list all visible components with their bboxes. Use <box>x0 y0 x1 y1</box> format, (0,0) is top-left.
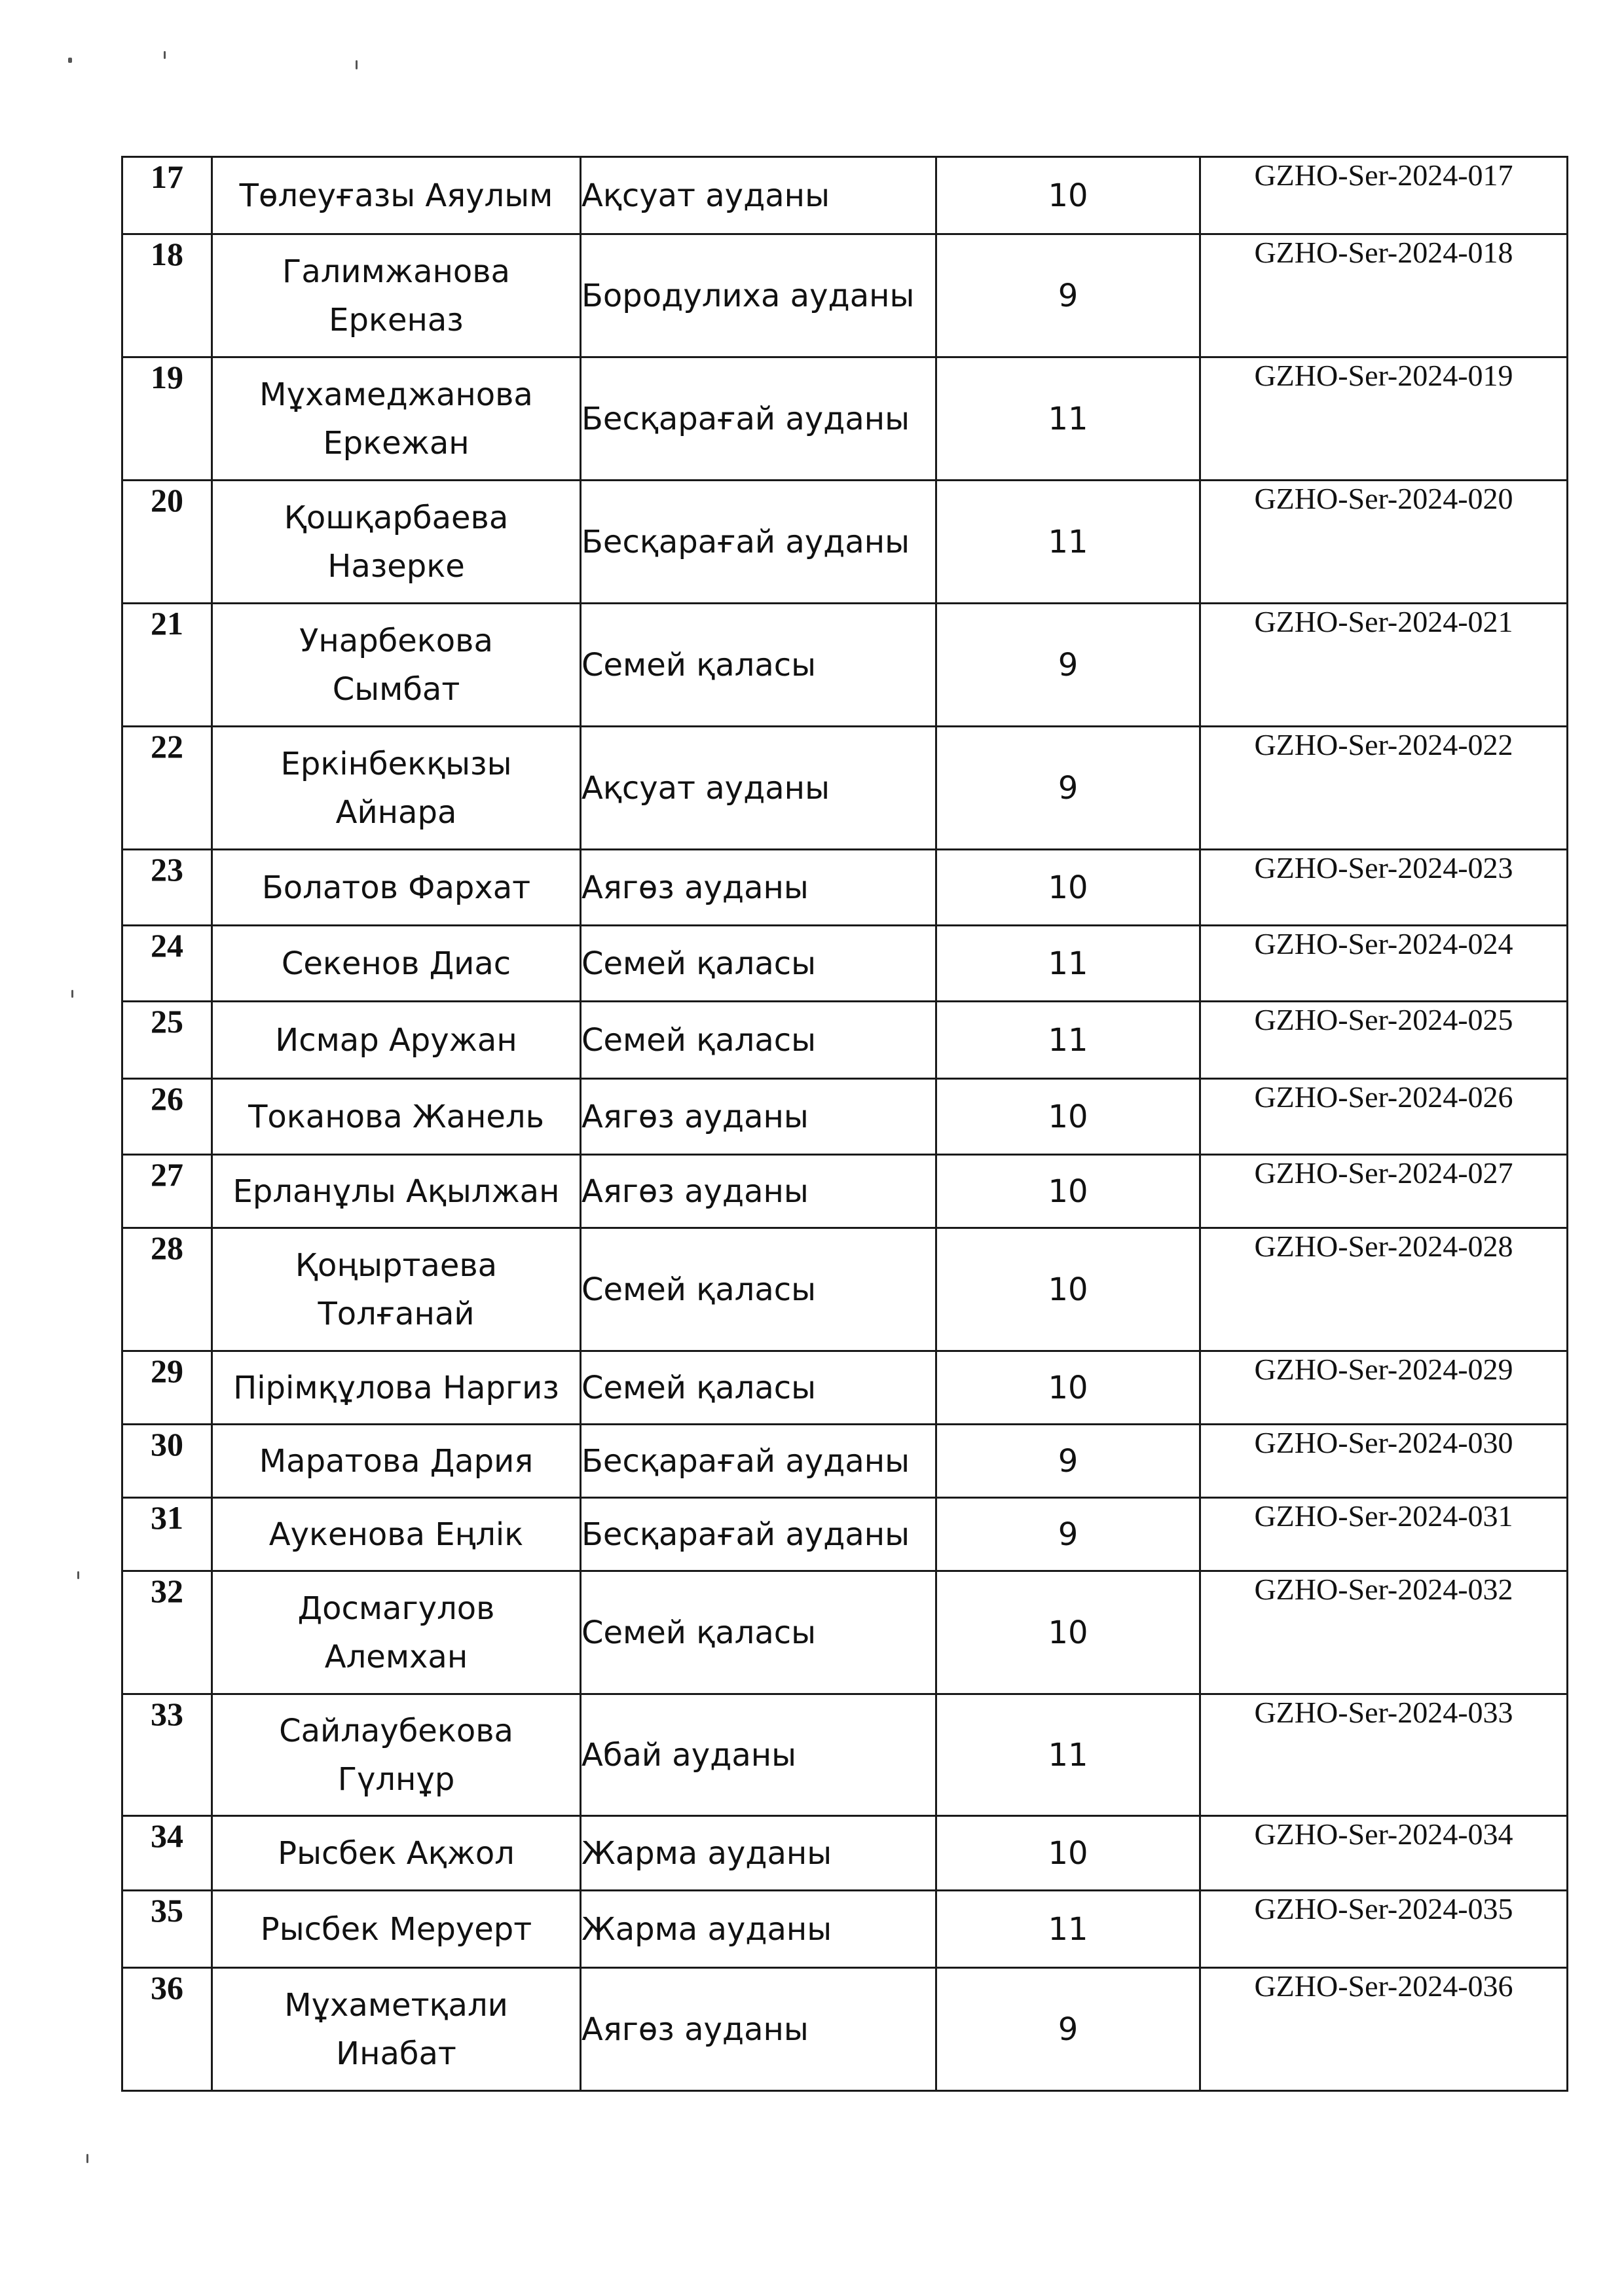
table-row <box>122 1968 1568 2091</box>
grade: 11 <box>936 1891 1200 1968</box>
row-number: 28 <box>122 1228 212 1351</box>
row-number: 36 <box>122 1968 212 2091</box>
row-number: 20 <box>122 481 212 604</box>
student-name <box>212 1002 581 1079</box>
grade: 9 <box>936 234 1200 357</box>
grade: 9 <box>936 1968 1200 2091</box>
region: Семей қаласы <box>581 1228 936 1351</box>
region: Семей қаласы <box>581 604 936 727</box>
student-name-line: Қоңыртаева <box>295 1247 498 1284</box>
student-name <box>212 1155 581 1228</box>
table-row <box>122 1694 1568 1816</box>
student-name-line: Гүлнұр <box>337 1760 455 1798</box>
student-name-line: Төлеуғазы Аяулым <box>239 177 553 214</box>
scan-speck <box>356 60 358 69</box>
student-name-line: Аукенова Еңлік <box>268 1516 524 1553</box>
table-row <box>122 850 1568 926</box>
student-name <box>212 604 581 727</box>
region: Семей қаласы <box>581 1002 936 1079</box>
student-name <box>212 1498 581 1571</box>
grade: 10 <box>936 1079 1200 1155</box>
certificate-code: GZHO-Ser-2024-018 <box>1200 234 1568 357</box>
student-name-line: Токанова Жанель <box>248 1098 544 1135</box>
grade: 11 <box>936 926 1200 1002</box>
grade: 11 <box>936 1694 1200 1816</box>
certificate-code: GZHO-Ser-2024-034 <box>1200 1816 1568 1891</box>
region: Ақсуат ауданы <box>581 157 936 234</box>
table-row <box>122 357 1568 481</box>
student-name-line: Инабат <box>336 2035 456 2072</box>
student-name-line: Секенов Диас <box>281 945 511 982</box>
student-name <box>212 1079 581 1155</box>
student-name <box>212 727 581 850</box>
student-name <box>212 1968 581 2091</box>
row-number: 27 <box>122 1155 212 1228</box>
region: Бесқарағай ауданы <box>581 1498 936 1571</box>
grade: 11 <box>936 357 1200 481</box>
table-row <box>122 234 1568 357</box>
row-number: 35 <box>122 1891 212 1968</box>
table-row <box>122 1079 1568 1155</box>
student-name-line: Рысбек Ақжол <box>278 1834 515 1872</box>
table-row <box>122 1816 1568 1891</box>
grade: 11 <box>936 481 1200 604</box>
region: Жарма ауданы <box>581 1816 936 1891</box>
student-name-line: Болатов Фархат <box>261 869 531 906</box>
student-name-line: Исмар Аружан <box>275 1021 517 1059</box>
student-name <box>212 1694 581 1816</box>
student-name <box>212 157 581 234</box>
region: Семей қаласы <box>581 1571 936 1694</box>
student-name <box>212 1891 581 1968</box>
grade: 9 <box>936 1425 1200 1498</box>
student-name-line: Еркінбекқызы <box>280 745 512 782</box>
grade: 10 <box>936 850 1200 926</box>
student-name-line: Маратова Дария <box>259 1442 534 1480</box>
table-row <box>122 481 1568 604</box>
scan-speck <box>68 58 72 63</box>
scan-speck <box>77 1571 79 1579</box>
certificate-code: GZHO-Ser-2024-026 <box>1200 1079 1568 1155</box>
student-name-line: Назерке <box>327 547 465 585</box>
table-row <box>122 157 1568 234</box>
certificate-code: GZHO-Ser-2024-030 <box>1200 1425 1568 1498</box>
grade: 10 <box>936 1155 1200 1228</box>
student-name-line: Рысбек Меруерт <box>260 1910 532 1948</box>
student-name-line: Қошқарбаева <box>284 499 509 536</box>
region: Абай ауданы <box>581 1694 936 1816</box>
region: Семей қаласы <box>581 926 936 1002</box>
row-number: 22 <box>122 727 212 850</box>
certificate-code: GZHO-Ser-2024-021 <box>1200 604 1568 727</box>
student-name-line: Досмагулов <box>297 1590 495 1627</box>
row-number: 29 <box>122 1351 212 1425</box>
certificate-code: GZHO-Ser-2024-029 <box>1200 1351 1568 1425</box>
student-name-line: Ерланұлы Ақылжан <box>232 1173 560 1210</box>
student-name-line: Айнара <box>335 793 457 831</box>
row-number: 21 <box>122 604 212 727</box>
row-number: 26 <box>122 1079 212 1155</box>
row-number: 19 <box>122 357 212 481</box>
region: Аягөз ауданы <box>581 1079 936 1155</box>
certificate-code: GZHO-Ser-2024-024 <box>1200 926 1568 1002</box>
table-row <box>122 604 1568 727</box>
row-number: 25 <box>122 1002 212 1079</box>
row-number: 30 <box>122 1425 212 1498</box>
region: Бесқарағай ауданы <box>581 481 936 604</box>
certificate-code: GZHO-Ser-2024-022 <box>1200 727 1568 850</box>
row-number: 24 <box>122 926 212 1002</box>
student-name <box>212 1571 581 1694</box>
table-row <box>122 926 1568 1002</box>
row-number: 34 <box>122 1816 212 1891</box>
grade: 11 <box>936 1002 1200 1079</box>
certificate-code: GZHO-Ser-2024-031 <box>1200 1498 1568 1571</box>
region: Бесқарағай ауданы <box>581 357 936 481</box>
student-name <box>212 357 581 481</box>
student-name-line: Пірімқұлова Наргиз <box>233 1369 559 1406</box>
participants-table <box>121 156 1568 2092</box>
student-name-line: Еркеназ <box>329 301 464 338</box>
row-number: 18 <box>122 234 212 357</box>
row-number: 23 <box>122 850 212 926</box>
certificate-code: GZHO-Ser-2024-028 <box>1200 1228 1568 1351</box>
table-row <box>122 1002 1568 1079</box>
row-number: 31 <box>122 1498 212 1571</box>
student-name-line: Галимжанова <box>282 253 510 290</box>
table-row <box>122 1155 1568 1228</box>
region: Аягөз ауданы <box>581 850 936 926</box>
region: Бесқарағай ауданы <box>581 1425 936 1498</box>
region: Бородулиха ауданы <box>581 234 936 357</box>
certificate-code: GZHO-Ser-2024-020 <box>1200 481 1568 604</box>
student-name-line: Мұхамеджанова <box>259 376 533 413</box>
table-row <box>122 1498 1568 1571</box>
student-name <box>212 850 581 926</box>
student-name-line: Толғанай <box>318 1295 475 1332</box>
certificate-code: GZHO-Ser-2024-032 <box>1200 1571 1568 1694</box>
grade: 10 <box>936 1816 1200 1891</box>
certificate-code: GZHO-Ser-2024-019 <box>1200 357 1568 481</box>
grade: 9 <box>936 604 1200 727</box>
table-row <box>122 1228 1568 1351</box>
student-name-line: Сайлаубекова <box>279 1712 513 1749</box>
grade: 9 <box>936 1498 1200 1571</box>
student-name <box>212 481 581 604</box>
row-number: 17 <box>122 157 212 234</box>
table-row <box>122 1425 1568 1498</box>
student-name-line: Сымбат <box>332 670 460 708</box>
table-row <box>122 1571 1568 1694</box>
certificate-code: GZHO-Ser-2024-025 <box>1200 1002 1568 1079</box>
table-row <box>122 727 1568 850</box>
grade: 10 <box>936 1351 1200 1425</box>
region: Ақсуат ауданы <box>581 727 936 850</box>
scan-speck <box>86 2154 88 2163</box>
table-row <box>122 1891 1568 1968</box>
certificate-code: GZHO-Ser-2024-027 <box>1200 1155 1568 1228</box>
student-name-line: Алемхан <box>324 1638 468 1675</box>
certificate-code: GZHO-Ser-2024-017 <box>1200 157 1568 234</box>
certificate-code: GZHO-Ser-2024-033 <box>1200 1694 1568 1816</box>
grade: 10 <box>936 1571 1200 1694</box>
region: Семей қаласы <box>581 1351 936 1425</box>
student-name-line: Унарбекова <box>299 622 493 659</box>
student-name <box>212 926 581 1002</box>
student-name <box>212 1351 581 1425</box>
region: Аягөз ауданы <box>581 1968 936 2091</box>
student-name-line: Еркежан <box>323 424 470 462</box>
student-name <box>212 234 581 357</box>
grade: 10 <box>936 157 1200 234</box>
row-number: 33 <box>122 1694 212 1816</box>
scan-speck <box>71 990 73 998</box>
region: Жарма ауданы <box>581 1891 936 1968</box>
student-name <box>212 1816 581 1891</box>
row-number: 32 <box>122 1571 212 1694</box>
scan-speck <box>164 51 166 59</box>
certificate-code: GZHO-Ser-2024-035 <box>1200 1891 1568 1968</box>
student-name-line: Мұхаметқали <box>284 1986 508 2024</box>
table-row <box>122 1351 1568 1425</box>
certificate-code: GZHO-Ser-2024-023 <box>1200 850 1568 926</box>
grade: 10 <box>936 1228 1200 1351</box>
region: Аягөз ауданы <box>581 1155 936 1228</box>
student-name <box>212 1425 581 1498</box>
grade: 9 <box>936 727 1200 850</box>
certificate-code: GZHO-Ser-2024-036 <box>1200 1968 1568 2091</box>
student-name <box>212 1228 581 1351</box>
